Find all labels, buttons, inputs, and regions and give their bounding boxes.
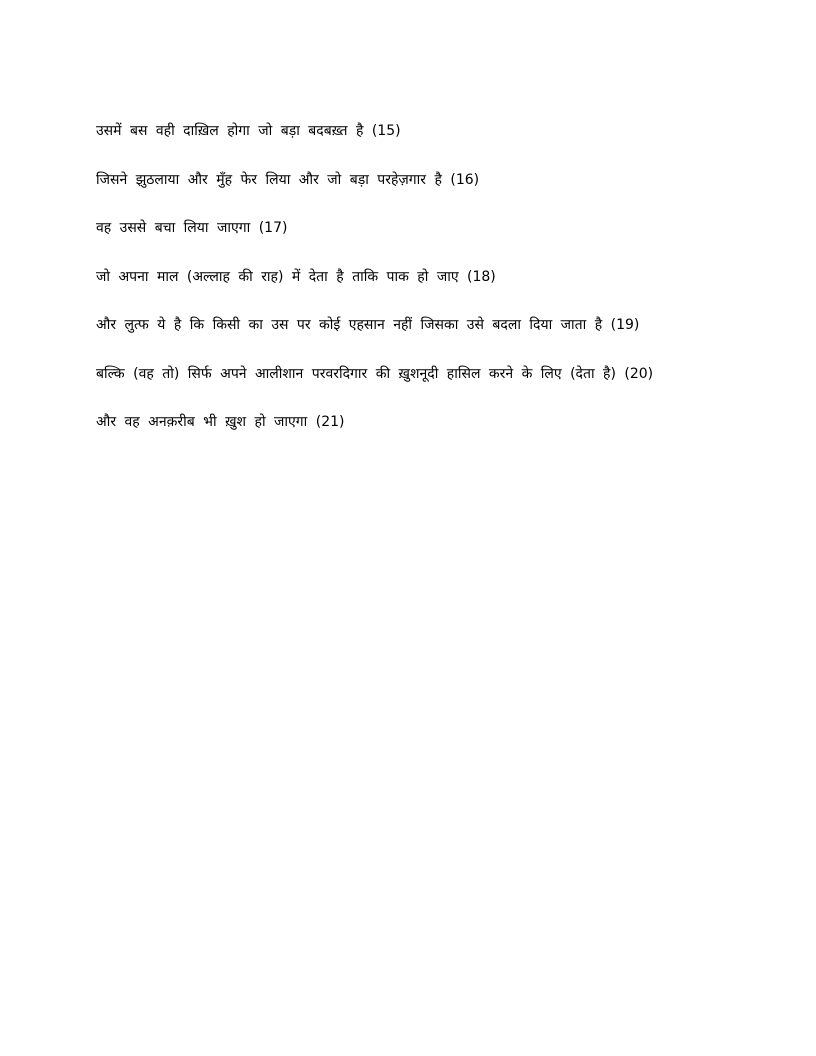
verse-18: जो अपना माल (अल्लाह की राह) में देता है ताकि पाक हो जाए (18) — [96, 268, 496, 285]
verse-16: जिसने झुठलाया और मुँह फेर लिया और जो बड़ा परहेज़गार है (16) — [96, 171, 480, 188]
verse-15: उसमें बस वही दाख़िल होगा जो बड़ा बदबख़्त है (15) — [96, 123, 401, 139]
verse-20: बल्कि (वह तो) सिर्फ अपने आलीशान परवरदिगार की ख़ुशनूदी हासिल करने के लिए (देता है) (20) — [96, 365, 654, 382]
verse-19: और लुत्फ ये है कि किसी का उस पर कोई एहसान नहीं जिसका उसे बदला दिया जाता है (19) — [96, 317, 640, 333]
verse-list — [96, 118, 736, 458]
verse-17: वह उससे बचा लिया जाएगा (17) — [96, 220, 288, 236]
verse-21: और वह अनक़रीब भी ख़ुश हो जाएगा (21) — [96, 414, 345, 430]
